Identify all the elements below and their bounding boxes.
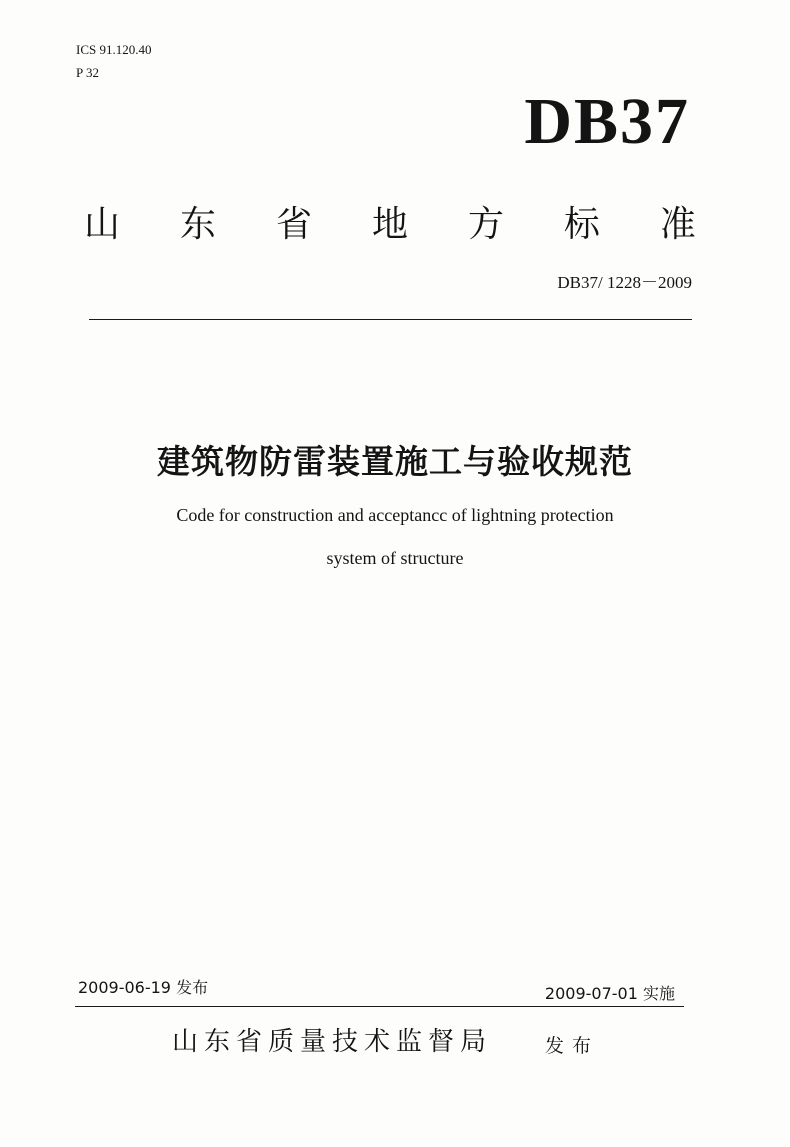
- standard-type-char: 准: [659, 203, 696, 245]
- standard-type-char: 山: [84, 203, 121, 245]
- standard-number: DB37/ 1228－2009: [557, 273, 692, 292]
- classification-code: P 32: [76, 65, 99, 80]
- standard-type-heading: [84, 196, 696, 246]
- top-divider: [89, 319, 692, 320]
- title-english-line-1: Code for construction and acceptancc of lightning protection: [176, 505, 614, 525]
- issue-date: 2009-06-19 发布: [78, 978, 209, 997]
- standard-type-char: 东: [179, 203, 216, 245]
- bottom-divider: [75, 1006, 684, 1007]
- issuer-name: 山东省质量技术监督局: [172, 1027, 493, 1057]
- title-english-line-2: system of structure: [326, 548, 464, 568]
- ics-code: ICS 91.120.40: [76, 42, 152, 57]
- title-chinese: 建筑物防雷装置施工与验收规范: [157, 442, 633, 481]
- standard-type-char: 方: [467, 203, 504, 245]
- implementation-date: 2009-07-01 实施: [544, 984, 675, 1003]
- standard-type-char: 地: [371, 203, 408, 245]
- standard-type-char: 标: [563, 203, 600, 245]
- standard-type-char: 省: [275, 203, 312, 245]
- standard-mark: DB37: [524, 85, 690, 158]
- issuer-suffix: 发布: [545, 1035, 600, 1057]
